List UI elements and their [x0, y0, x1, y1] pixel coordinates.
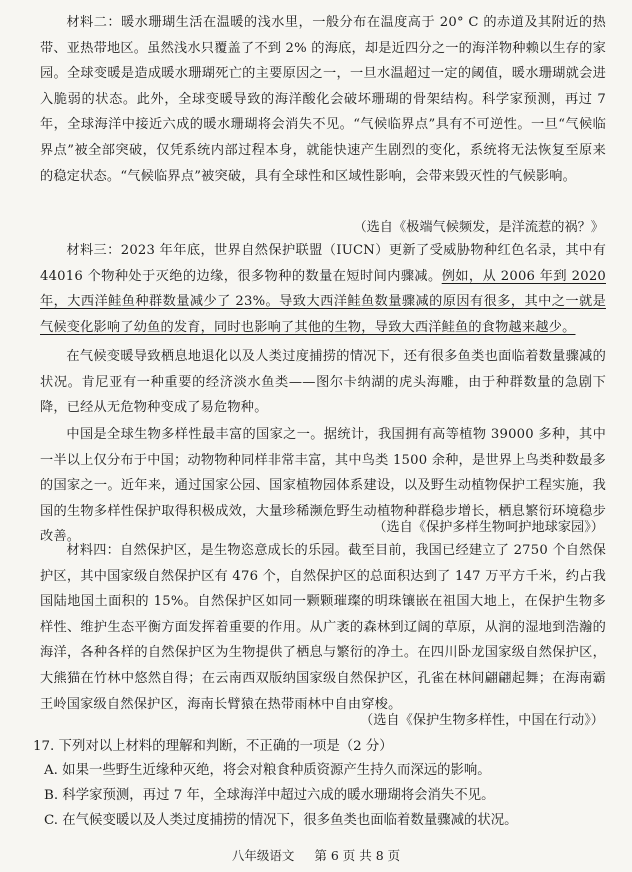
- question-17-stem: 17. 下列对以上材料的理解和判断，不正确的一项是（2 分）: [33, 739, 393, 754]
- material-3-paragraph-2: 在气候变暖导致栖息地退化以及人类过度捕捞的情况下，还有很多鱼类也面临着数量骤减的状况。肯尼亚有一种重要的经济淡水鱼类——图尔卡纳湖的虎头海雕，由于种群数量的急剧下降，已经从无危物种变成了易危物种。: [40, 349, 606, 416]
- material-4-source: （选自《保护生物多样性，中国在行动》）: [360, 713, 604, 728]
- material-3-source: （选自《保护多样生物呵护地球家园》）: [373, 520, 604, 535]
- material-4-text: 材料四：自然保护区，是生物恣意成长的乐园。截至目前，我国已经建立了 2750 个自然保护区，其中国家级自然保护区有 476 个，自然保护区的总面积达到了 147 万平方千米，约占我国陆地国土面积的 15%。自然保护区如同一颗颗璀璨的明珠镶嵌在祖国大地上，在保护生物多样性、维护生态平衡方面发挥着重要的作用。从广袤的森林到辽阔的草原，从润的湿地到浩瀚的海洋，各种各样的自然保护区为生物提供了栖息与繁衍的净土。在四川卧龙国家级自然保护区，大熊猫在竹林中悠然自得；在云南西双版纳国家级自然保护区，孔雀在林间翩翩起舞；在海南霸王岭国家级自然保护区，海南长臂猿在热带雨林中自由穿梭。: [40, 543, 606, 712]
- material-3-text: [40, 238, 606, 340]
- material-3-paragraph-3: 中国是全球生物多样性最丰富的国家之一。据统计，我国拥有高等植物 39000 多种，其中一半以上仅分布于中国；动物物种同样非常丰富，其中鸟类 1500 余种，是世界上鸟类种数最多的国家之一。近年来，通过国家公园、国家植物园体系建设，以及野生动植物保护工程实施，我国的生物多样性保护取得积极成效，大量珍稀濒危野生动植物种群稳步增长，栖息繁衍环境稳步改善。: [40, 427, 606, 545]
- question-17-option-a: A. 如果一些野生近缘种灭绝，将会对粮食种质资源产生持久而深远的影响。: [44, 763, 491, 778]
- page-footer: [0, 846, 632, 864]
- question-17-option-c: C. 在气候变暖以及人类过度捕捞的情况下，很多鱼类也面临着数量骤减的状况。: [44, 813, 518, 828]
- material-2-source: （选自《极端气候频发，是洋流惹的祸？》: [353, 220, 604, 235]
- footer-subject: 八年级语文: [231, 848, 295, 863]
- footer-page-number: 第 6 页 共 8 页: [314, 848, 401, 863]
- question-17-option-b: B. 科学家预测，再过 7 年，全球海洋中超过六成的暖水珊瑚将会消失不见。: [44, 788, 495, 803]
- material-3-intro: 材料三：2023 年年底，世界自然保护联盟（IUCN）更新了受威胁物种红色名录，其中有 44016 个物种处于灭绝的边缘，很多物种的数量在短时间内骤减。: [40, 243, 606, 284]
- material-2-text: 材料二：暖水珊瑚生活在温暖的浅水里，一般分布在温度高于 20° C 的赤道及其附近的热带、亚热带地区。虽然浅水只覆盖了不到 2% 的海底，却是近四分之一的海洋物种赖以生存的家园。全球变暖是造成暖水珊瑚死亡的主要原因之一，一旦水温超过一定的阈值，暖水珊瑚就会进入脆弱的状态。此外，全球变暖导致的海洋酸化会破坏珊瑚的骨架结构。科学家预测，再过 7 年，全球海洋中接近六成的暖水珊瑚将会消失不见。“气候临界点”具有不可逆性。一旦“气候临界点”被全部突破，仅凭系统内部过程本身，就能快速产生剧烈的变化，系统将无法恢复至原来的稳定状态。“气候临界点”被突破，具有全球性和区域性影响，会带来毁灭性的气候影响。: [40, 15, 606, 184]
- material-3-underlined-passage: 例如，从 2006 年到 2020 年，大西洋鲑鱼种群数量减少了 23%。导致大西洋鲑鱼数量骤减的原因有很多，其中之一就是气候变化影响了幼鱼的发育，同时也影响了其他的生物，导致大西洋鲑鱼的食物越来越少。: [40, 268, 606, 335]
